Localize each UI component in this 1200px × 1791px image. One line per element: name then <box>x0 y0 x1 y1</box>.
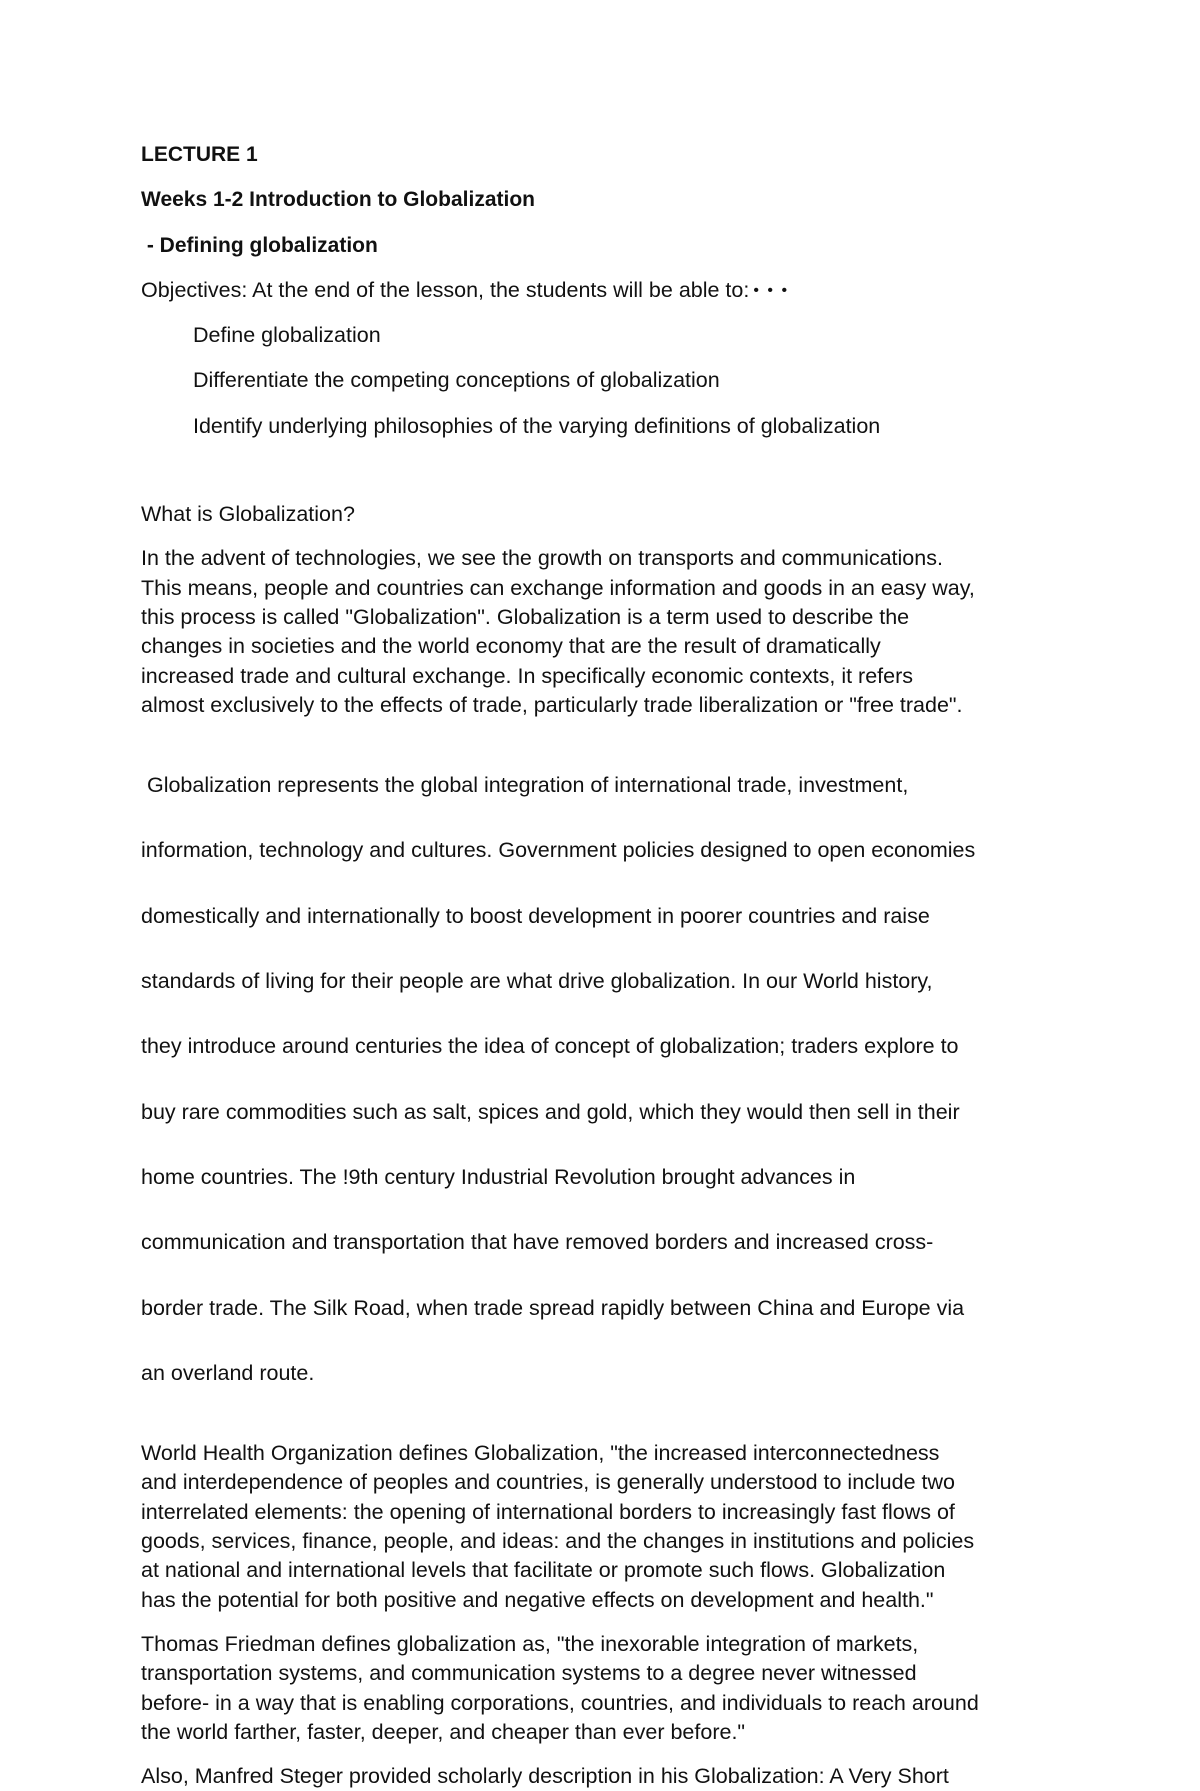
section-title: What is Globalization? <box>141 502 355 527</box>
paragraph-line: changes in societies and the world economy that are the result of dramatically <box>141 634 881 659</box>
paragraph-line: World Health Organization defines Globalization, "the increased interconnectedness <box>141 1441 940 1466</box>
paragraph-line: home countries. The !9th century Industrial Revolution brought advances in <box>141 1164 856 1189</box>
objective-item: Differentiate the competing conceptions of globalization <box>193 368 720 393</box>
paragraph-line: at national and international levels that facilitate or promote such flows. Globalization <box>141 1558 946 1583</box>
bullet-dots: • • • <box>753 281 790 299</box>
paragraph-line: goods, services, finance, people, and ideas: and the changes in institutions and policies <box>141 1529 975 1554</box>
paragraph-line: and interdependence of peoples and countries, is generally understood to include two <box>141 1470 955 1495</box>
paragraph-line: transportation systems, and communication systems to a degree never witnessed <box>141 1661 917 1686</box>
paragraph-line: Thomas Friedman defines globalization as, "the inexorable integration of markets, <box>141 1631 919 1656</box>
objectives-intro <box>141 276 1071 305</box>
paragraph-line: In the advent of technologies, we see the growth on transports and communications. <box>141 546 943 571</box>
paragraph-line: standards of living for their people are what drive globalization. In our World history, <box>141 969 933 994</box>
topic-heading-text: - Defining globalization <box>141 233 378 257</box>
paragraph-line: interrelated elements: the opening of international borders to increasingly fast flows of <box>141 1499 955 1524</box>
paragraph-3 <box>141 1439 1071 1615</box>
document-body <box>141 140 1071 1791</box>
topic-heading <box>141 231 1071 260</box>
paragraph-line: domestically and internationally to boost development in poorer countries and raise <box>141 903 930 928</box>
paragraph-line: they introduce around centuries the idea of concept of globalization; traders explore to <box>141 1034 959 1059</box>
weeks-heading: Weeks 1-2 Introduction to Globalization <box>141 188 535 212</box>
objectives-intro-text: Objectives: At the end of the lesson, the students will be able to: <box>141 277 750 302</box>
objective-item: Define globalization <box>193 323 381 348</box>
paragraph-line: this process is called "Globalization". Globalization is a term used to describe the <box>141 604 910 629</box>
paragraph-line: information, technology and cultures. Government policies designed to open economies <box>141 838 976 863</box>
paragraph-line: the world farther, faster, deeper, and cheaper than ever before." <box>141 1719 746 1744</box>
paragraph-line: an overland route. <box>141 1360 315 1385</box>
paragraph-line: This means, people and countries can exchange information and goods in an easy way, <box>141 575 975 600</box>
paragraph-4 <box>141 1630 1071 1747</box>
lecture-title: LECTURE 1 <box>141 143 258 166</box>
paragraph-line: increased trade and cultural exchange. In specifically economic contexts, it refers <box>141 663 914 688</box>
paragraph-line: buy rare commodities such as salt, spices and gold, which they would then sell in their <box>141 1099 960 1124</box>
objective-item: Identify underlying philosophies of the varying definitions of globalization <box>193 413 881 438</box>
paragraph-5 <box>141 1762 1071 1791</box>
paragraph-line: Also, Manfred Steger provided scholarly description in his Globalization: A Very Short <box>141 1764 949 1789</box>
paragraph-line: has the potential for both positive and negative effects on development and health." <box>141 1587 934 1612</box>
paragraph-line: Globalization represents the global integration of international trade, investment, <box>141 773 909 798</box>
paragraph-1 <box>141 544 1071 720</box>
paragraph-line: border trade. The Silk Road, when trade spread rapidly between China and Europe via <box>141 1295 965 1320</box>
paragraph-line: almost exclusively to the effects of trade, particularly trade liberalization or "free trade". <box>141 692 963 717</box>
paragraph-line: before- in a way that is enabling corporations, countries, and individuals to reach around <box>141 1690 979 1715</box>
paragraph-2 <box>141 735 1071 1424</box>
paragraph-line: communication and transportation that have removed borders and increased cross- <box>141 1230 934 1255</box>
